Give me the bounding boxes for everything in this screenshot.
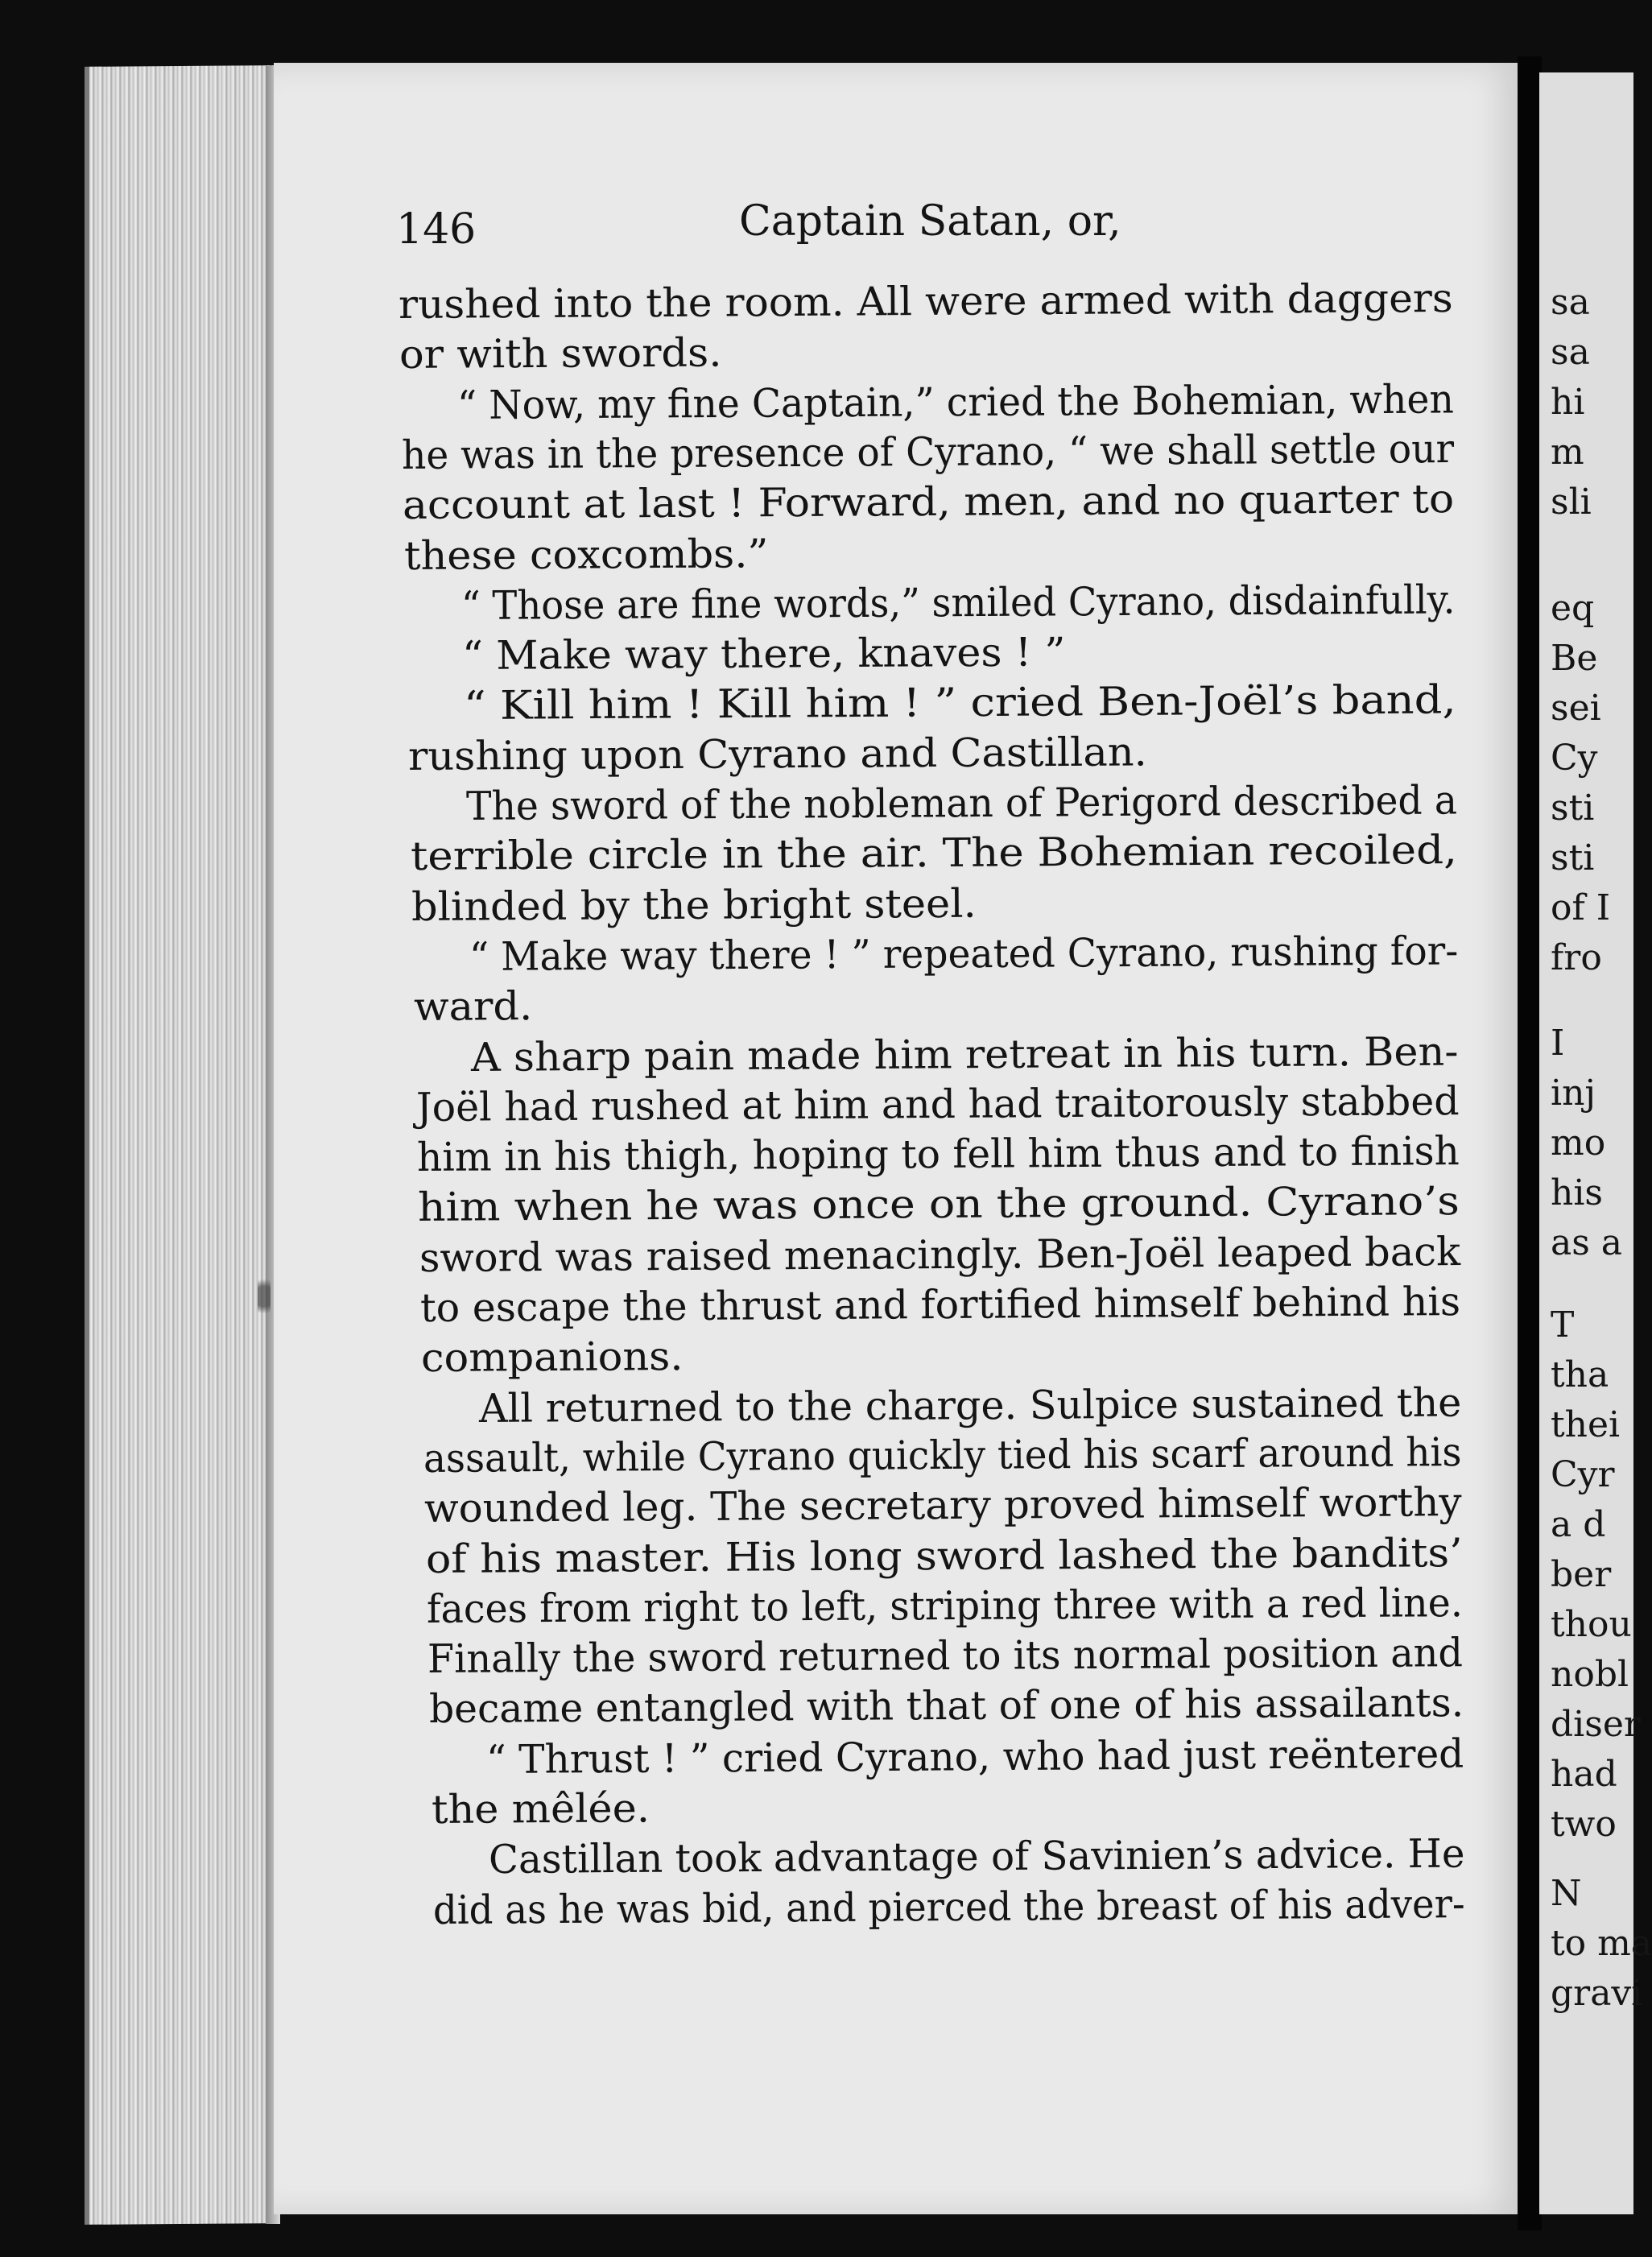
right-page-line-fragment: two bbox=[1551, 1804, 1617, 1845]
right-page-line-fragment: thou bbox=[1551, 1604, 1632, 1645]
right-page-line-fragment: m bbox=[1551, 432, 1584, 473]
right-page-line-fragment: eq bbox=[1551, 588, 1595, 629]
running-title: Captain Satan, or, bbox=[739, 197, 1121, 246]
text-line: terrible circle in the air. The Bohemian recoiled, bbox=[410, 827, 1457, 880]
text-line: “ Make way there, knaves ! ” bbox=[462, 629, 1067, 680]
text-line: “ Those are fine words,” smiled Cyrano, disdainfully. bbox=[460, 577, 1456, 629]
right-page-line-fragment: nobl bbox=[1551, 1654, 1629, 1695]
right-page-line-fragment: gravi bbox=[1551, 1973, 1643, 2014]
text-line: blinded by the bright steel. bbox=[411, 880, 977, 930]
text-line: assault, while Cyrano quickly tied his scarf around his bbox=[423, 1429, 1462, 1482]
right-page-line-fragment: T bbox=[1551, 1304, 1575, 1346]
text-line: the mêlée. bbox=[431, 1785, 650, 1833]
text-line: “ Make way there ! ” repeated Cyrano, rushing for- bbox=[469, 928, 1458, 980]
text-line: Finally the sword returned to its normal position and bbox=[427, 1630, 1464, 1683]
text-line: companions. bbox=[421, 1333, 684, 1382]
right-page-line-fragment: fro bbox=[1551, 937, 1602, 978]
text-line: or with swords. bbox=[399, 329, 722, 378]
text-line: he was in the presence of Cyrano, “ we shall settle our bbox=[401, 425, 1455, 478]
right-page-line-fragment: a d bbox=[1551, 1504, 1606, 1545]
right-page-line-fragment: of I bbox=[1551, 887, 1611, 928]
text-line: account at last ! Forward, men, and no quarter to bbox=[403, 476, 1455, 529]
right-page-line-fragment: mo bbox=[1551, 1122, 1606, 1164]
right-page-line-fragment: sa bbox=[1551, 282, 1590, 323]
text-line: The sword of the nobleman of Perigord described a bbox=[465, 777, 1457, 829]
right-page-line-fragment: diser bbox=[1551, 1704, 1641, 1745]
right-page-line-fragment: his bbox=[1551, 1172, 1603, 1213]
right-page-line-fragment: sli bbox=[1551, 482, 1592, 523]
text-line: rushing upon Cyrano and Castillan. bbox=[407, 729, 1148, 779]
right-page-line-fragment: Cyr bbox=[1551, 1454, 1615, 1495]
text-line: All returned to the charge. Sulpice sustained the bbox=[478, 1379, 1462, 1432]
text-line: to escape the thrust and fortified himself behind his bbox=[419, 1279, 1461, 1331]
text-line: rushed into the room. All were armed with daggers bbox=[398, 275, 1453, 328]
page-number: 146 bbox=[396, 205, 477, 254]
text-line: him when he was once on the ground. Cyrano’s bbox=[418, 1178, 1460, 1231]
text-line: faces from right to left, striping three with a red line. bbox=[426, 1579, 1464, 1632]
right-page-line-fragment: hi bbox=[1551, 382, 1585, 423]
right-page-line-fragment: as a bbox=[1551, 1222, 1623, 1263]
text-line: these coxcombs.” bbox=[403, 530, 769, 579]
right-page-line-fragment: thei bbox=[1551, 1404, 1621, 1445]
text-line: “ Now, my fine Captain,” cried the Bohemian, when bbox=[456, 376, 1454, 428]
text-line: wounded leg. The secretary proved himself worthy bbox=[424, 1479, 1463, 1532]
text-line: A sharp pain made him retreat in his turn. Ben- bbox=[471, 1028, 1459, 1081]
text-line: “ Thrust ! ” cried Cyrano, who had just reëntered bbox=[485, 1730, 1464, 1783]
right-page-line-fragment: sti bbox=[1551, 837, 1595, 878]
text-line: ward. bbox=[413, 983, 533, 1031]
right-page-line-fragment: inj bbox=[1551, 1073, 1596, 1114]
text-line: Joël had rushed at him and had traitorously stabbed bbox=[415, 1077, 1460, 1131]
right-page-line-fragment: sti bbox=[1551, 787, 1595, 829]
right-page-line-fragment: Be bbox=[1551, 638, 1598, 679]
text-line: did as he was bid, and pierced the breast of his adver- bbox=[433, 1880, 1465, 1933]
text-line: “ Kill him ! Kill him ! ” cried Ben-Joël’s band, bbox=[463, 676, 1456, 730]
text-line: became entangled with that of one of his assailants. bbox=[428, 1680, 1464, 1733]
text-line: him in his thigh, hoping to fell him thus and to finish bbox=[416, 1128, 1460, 1181]
right-page-line-fragment: sei bbox=[1551, 688, 1601, 729]
text-line: Castillan took advantage of Savinien’s advice. He bbox=[488, 1830, 1465, 1883]
right-page-line-fragment: had bbox=[1551, 1754, 1617, 1795]
right-page-line-fragment: to ma bbox=[1551, 1923, 1652, 1964]
right-page-line-fragment: ber bbox=[1551, 1554, 1612, 1595]
right-page-line-fragment: Cy bbox=[1551, 738, 1598, 779]
text-line: of his master. His long sword lashed the bandits’ bbox=[425, 1529, 1463, 1582]
right-page-line-fragment: tha bbox=[1551, 1354, 1609, 1395]
text-line: sword was raised menacingly. Ben-Joël leaped back bbox=[419, 1228, 1460, 1281]
right-page-line-fragment: N bbox=[1551, 1873, 1582, 1914]
right-page-line-fragment: sa bbox=[1551, 332, 1590, 373]
right-page-line-fragment: I bbox=[1551, 1023, 1565, 1064]
